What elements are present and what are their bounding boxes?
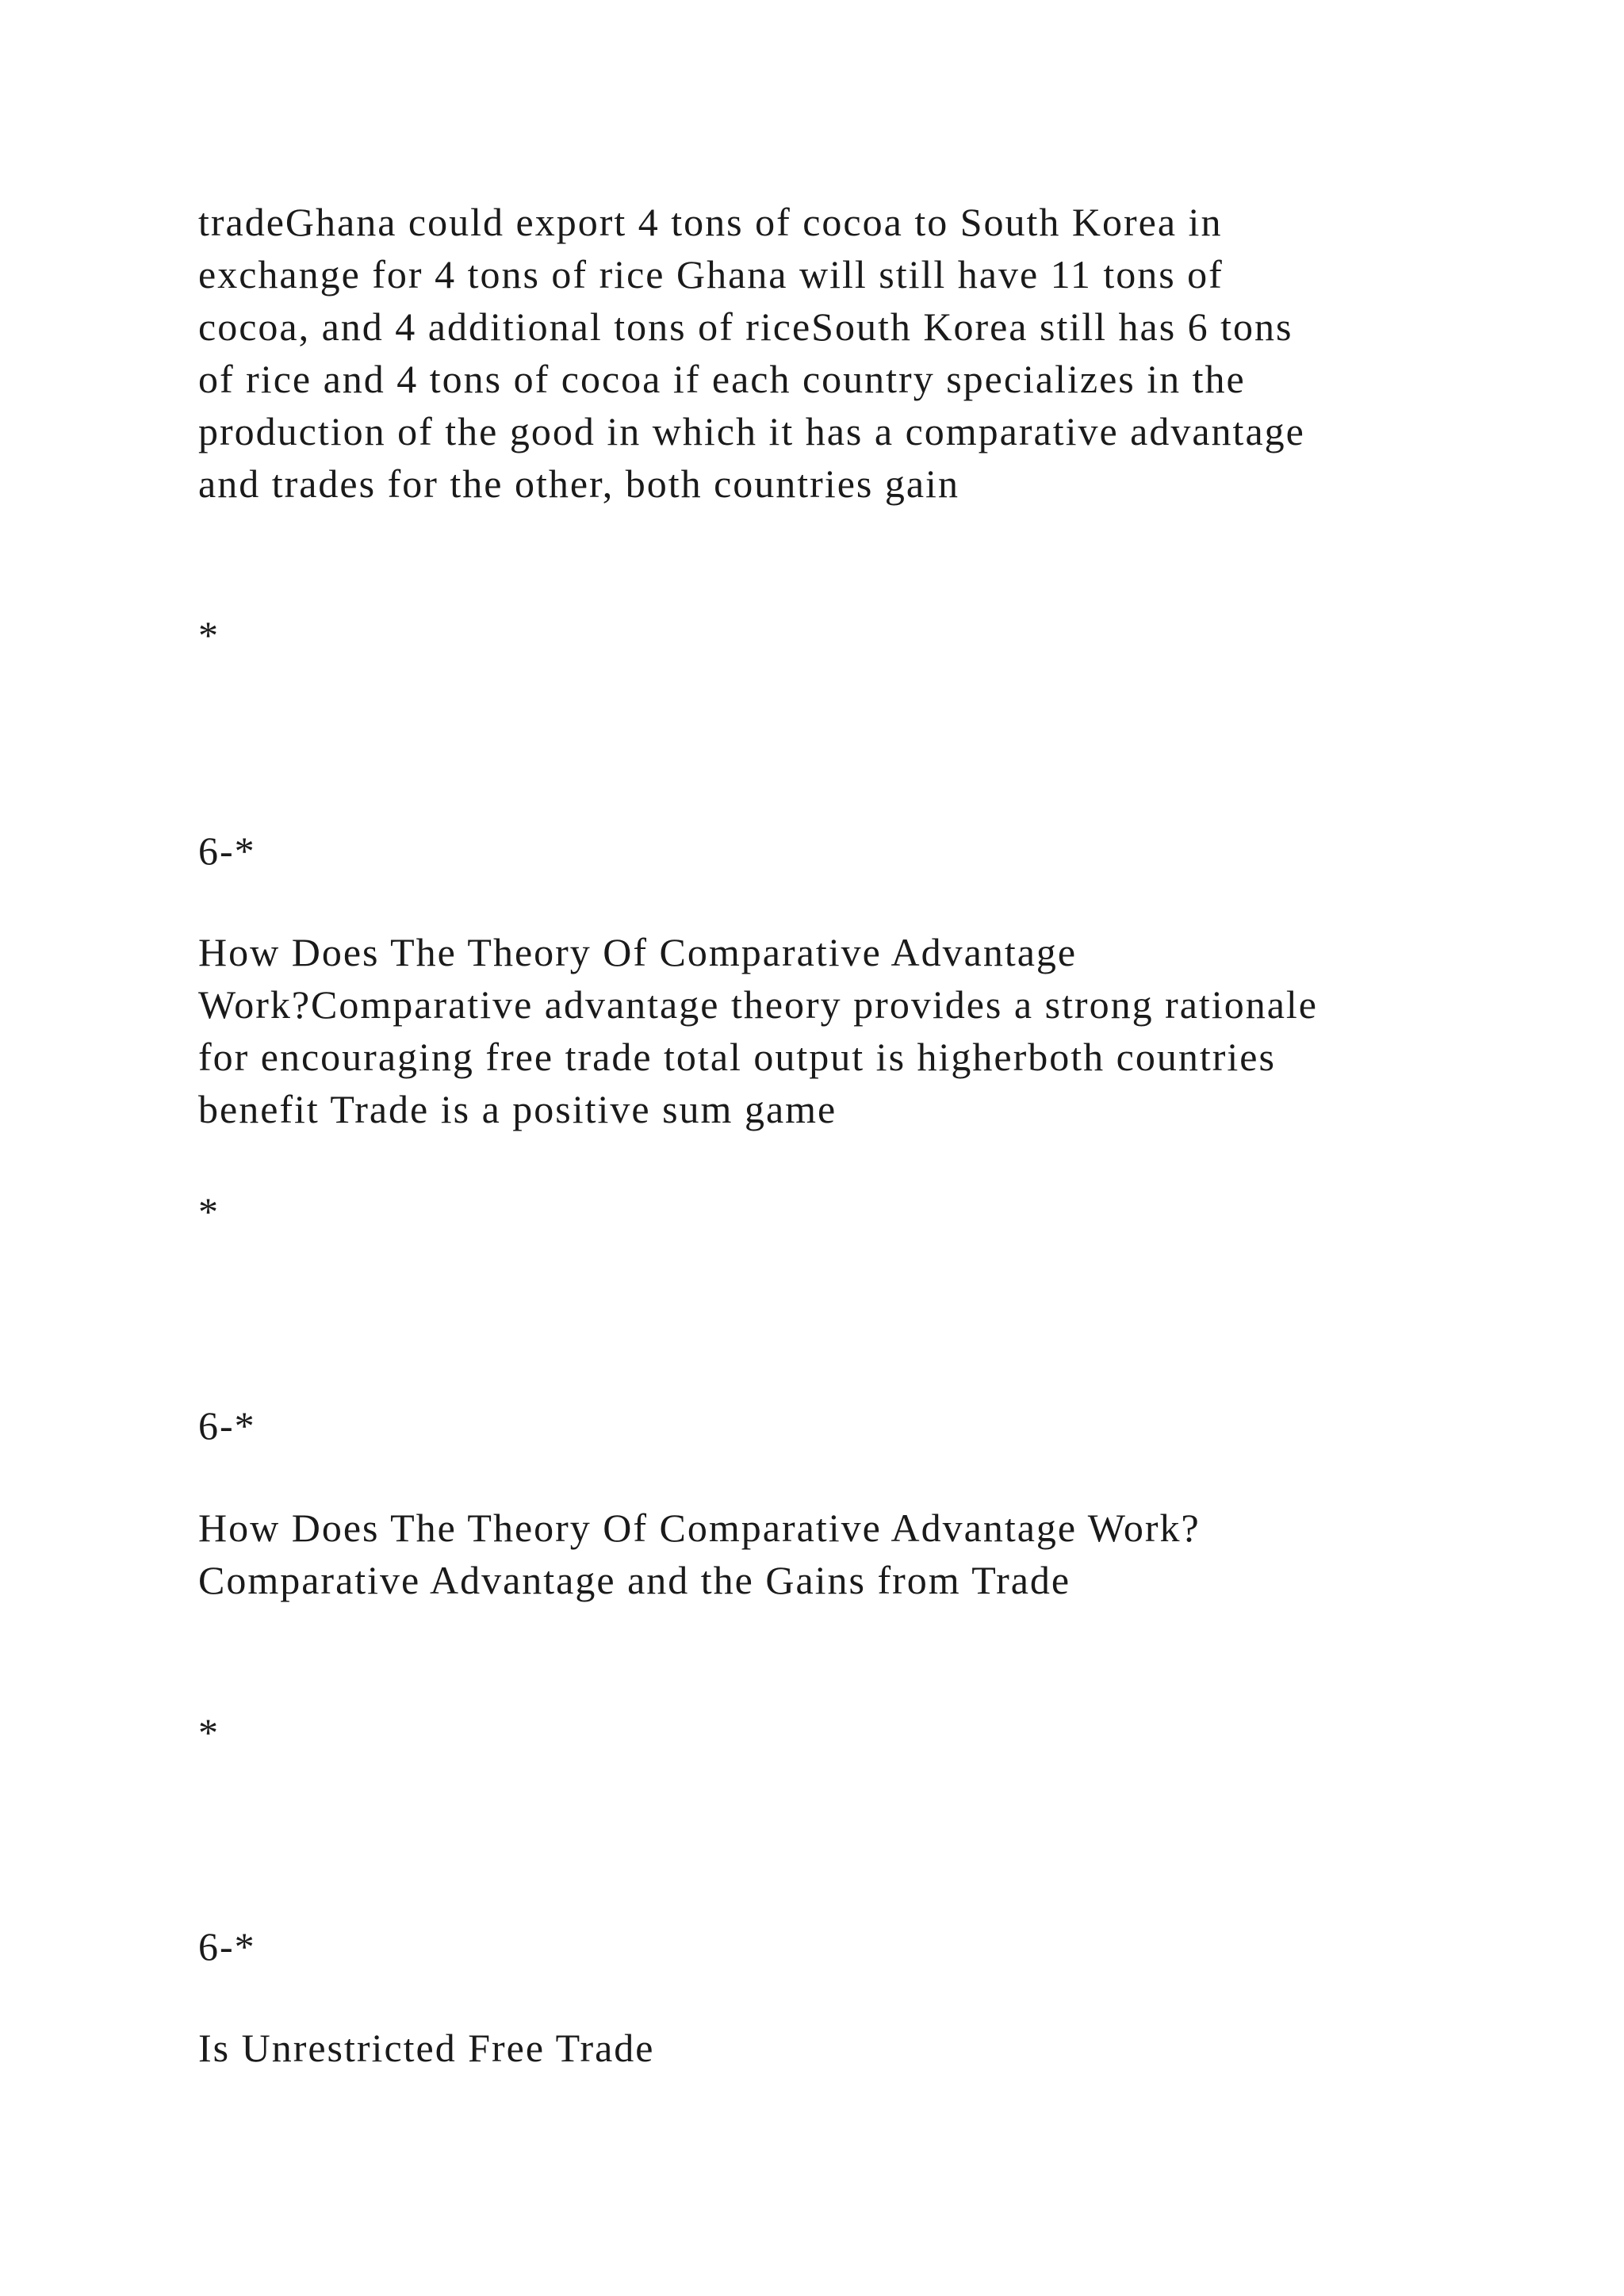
paragraph-comparative-advantage-gains: How Does The Theory Of Comparative Advantage Work? Comparative Advantage and the Gains from Trade — [198, 1506, 1201, 1602]
slide-marker: 6-* — [198, 1403, 256, 1448]
separator-asterisk: * — [198, 1710, 220, 1755]
slide-marker: 6-* — [198, 828, 256, 873]
heading-unrestricted-free-trade: Is Unrestricted Free Trade — [198, 2026, 655, 2070]
separator-asterisk: * — [198, 613, 220, 657]
separator-asterisk: * — [198, 1189, 220, 1234]
paragraph-comparative-advantage-rationale: How Does The Theory Of Comparative Advantage Work?Comparative advantage theory provides a strong rationale for encouraging free trade total output is higherboth countries benefit Trade is a positive sum game — [198, 930, 1318, 1131]
paragraph-gains-from-trade: tradeGhana could export 4 tons of cocoa to South Korea in exchange for 4 tons of rice Ghana will still have 11 tons of cocoa, and 4 additional tons of riceSouth Korea still has 6 tons of rice and 4 tons of cocoa if each country specializes in the production of the good in which it has a comparative advantage and trades for the other, both countries gain — [198, 200, 1305, 506]
slide-marker: 6-* — [198, 1924, 256, 1969]
